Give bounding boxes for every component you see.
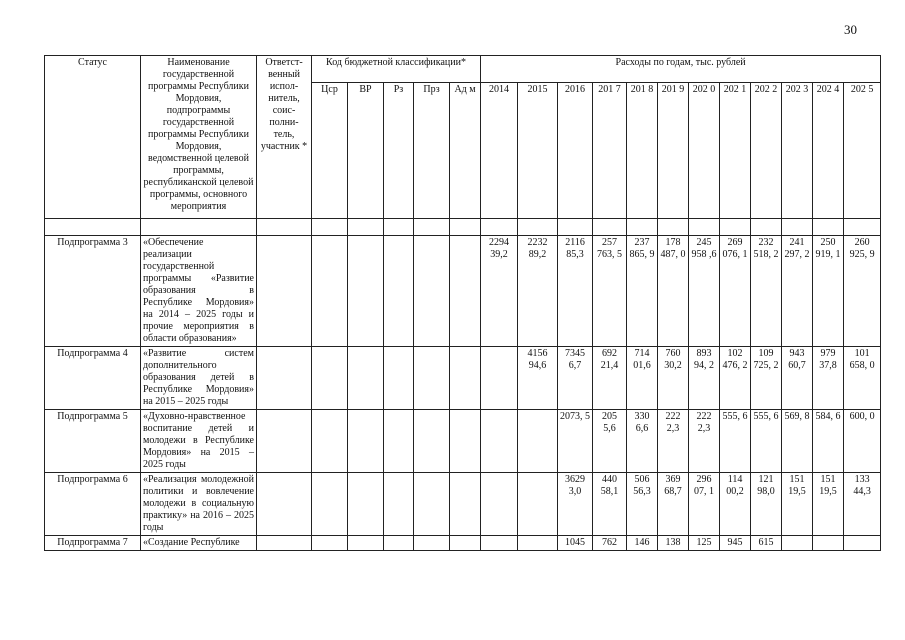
row-year-value bbox=[518, 536, 558, 551]
row-year-value: 2294 39,2 bbox=[481, 236, 518, 347]
row-year-value: 555, 6 bbox=[751, 410, 782, 473]
row-year-value: 4156 94,6 bbox=[518, 347, 558, 410]
row-year-value: 250 919, 1 bbox=[813, 236, 844, 347]
table-row bbox=[45, 347, 881, 410]
row-year-value: 615 bbox=[751, 536, 782, 551]
row-year-value: 440 58,1 bbox=[593, 473, 627, 536]
row-year-value: 222 2,3 bbox=[689, 410, 720, 473]
row-code-cell bbox=[414, 473, 450, 536]
row-year-value bbox=[844, 536, 881, 551]
row-code-cell bbox=[312, 236, 348, 347]
header-year-2023: 202 3 bbox=[782, 83, 813, 219]
row-program-name: «Обеспечение реализации государственной программы «Развитие образования в Республике Мордовия» на 2014 – 2025 годы и прочие мероприятия в области образования» bbox=[141, 236, 257, 347]
row-executor bbox=[257, 236, 312, 347]
row-code-cell bbox=[384, 236, 414, 347]
page-number: 30 bbox=[844, 22, 857, 37]
row-year-value: 138 bbox=[658, 536, 689, 551]
row-program-name: «Реализация молодежной политики и вовлечение молодежи в социальную практику» на 2016 – 2025 годы bbox=[141, 473, 257, 536]
row-year-value: 893 94, 2 bbox=[689, 347, 720, 410]
row-code-cell bbox=[414, 536, 450, 551]
header-year-2024: 202 4 bbox=[813, 83, 844, 219]
header-budget-code: Код бюджетной классификации* bbox=[312, 56, 481, 83]
row-program-name: «Развитие систем дополнительного образования детей в Республике Мордовия» на 2015 – 2025 годы bbox=[141, 347, 257, 410]
row-code-cell bbox=[348, 536, 384, 551]
table-row bbox=[45, 410, 881, 473]
row-year-value: 555, 6 bbox=[720, 410, 751, 473]
row-executor bbox=[257, 536, 312, 551]
row-year-value: 222 2,3 bbox=[658, 410, 689, 473]
row-code-cell bbox=[312, 347, 348, 410]
row-year-value: 945 bbox=[720, 536, 751, 551]
row-status: Подпрограмма 4 bbox=[45, 347, 141, 410]
row-year-value: 269 076, 1 bbox=[720, 236, 751, 347]
row-code-cell bbox=[384, 473, 414, 536]
row-year-value: 102 476, 2 bbox=[720, 347, 751, 410]
header-year-2019: 201 9 bbox=[658, 83, 689, 219]
row-year-value: 125 bbox=[689, 536, 720, 551]
row-code-cell bbox=[450, 536, 481, 551]
header-year-2014: 2014 bbox=[481, 83, 518, 219]
row-executor bbox=[257, 410, 312, 473]
row-year-value: 121 98,0 bbox=[751, 473, 782, 536]
table-row bbox=[45, 473, 881, 536]
row-code-cell bbox=[348, 410, 384, 473]
row-year-value: 330 6,6 bbox=[627, 410, 658, 473]
row-executor bbox=[257, 347, 312, 410]
row-code-cell bbox=[450, 410, 481, 473]
header-code-adm: Ад м bbox=[450, 83, 481, 219]
row-year-value: 151 19,5 bbox=[782, 473, 813, 536]
row-program-name: «Духовно-нравственное воспитание детей и молодежи в Республике Мордовия» на 2015 – 2025 годы bbox=[141, 410, 257, 473]
row-year-value bbox=[481, 473, 518, 536]
row-year-value: 151 19,5 bbox=[813, 473, 844, 536]
row-code-cell bbox=[450, 347, 481, 410]
header-code-csr: Цср bbox=[312, 83, 348, 219]
row-year-value: 101 658, 0 bbox=[844, 347, 881, 410]
row-year-value bbox=[813, 536, 844, 551]
row-year-value: 114 00,2 bbox=[720, 473, 751, 536]
header-year-2025: 202 5 bbox=[844, 83, 881, 219]
header-executor: Ответст-венный испол-нитель, соис-полни-тель, участник * bbox=[257, 56, 312, 219]
row-year-value: 232 518, 2 bbox=[751, 236, 782, 347]
row-code-cell bbox=[450, 473, 481, 536]
row-year-value: 205 5,6 bbox=[593, 410, 627, 473]
row-year-value bbox=[782, 536, 813, 551]
row-year-value: 760 30,2 bbox=[658, 347, 689, 410]
header-status: Статус bbox=[45, 56, 141, 219]
row-year-value: 584, 6 bbox=[813, 410, 844, 473]
row-status: Подпрограмма 7 bbox=[45, 536, 141, 551]
row-year-value bbox=[518, 410, 558, 473]
row-year-value: 178 487, 0 bbox=[658, 236, 689, 347]
row-code-cell bbox=[312, 473, 348, 536]
row-year-value: 714 01,6 bbox=[627, 347, 658, 410]
header-year-2018: 201 8 bbox=[627, 83, 658, 219]
row-year-value: 600, 0 bbox=[844, 410, 881, 473]
row-year-value: 7345 6,7 bbox=[558, 347, 593, 410]
row-year-value: 296 07, 1 bbox=[689, 473, 720, 536]
row-code-cell bbox=[384, 410, 414, 473]
header-year-2015: 2015 bbox=[518, 83, 558, 219]
row-status: Подпрограмма 3 bbox=[45, 236, 141, 347]
row-code-cell bbox=[384, 347, 414, 410]
row-code-cell bbox=[450, 236, 481, 347]
row-code-cell bbox=[384, 536, 414, 551]
row-year-value: 979 37,8 bbox=[813, 347, 844, 410]
row-code-cell bbox=[348, 236, 384, 347]
row-year-value bbox=[481, 347, 518, 410]
header-year-2017: 201 7 bbox=[593, 83, 627, 219]
row-year-value: 2073, 5 bbox=[558, 410, 593, 473]
header-year-2020: 202 0 bbox=[689, 83, 720, 219]
row-code-cell bbox=[312, 410, 348, 473]
row-year-value: 369 68,7 bbox=[658, 473, 689, 536]
header-year-2022: 202 2 bbox=[751, 83, 782, 219]
row-code-cell bbox=[348, 347, 384, 410]
row-year-value: 257 763, 5 bbox=[593, 236, 627, 347]
row-year-value: 3629 3,0 bbox=[558, 473, 593, 536]
row-year-value: 260 925, 9 bbox=[844, 236, 881, 347]
header-year-2016: 2016 bbox=[558, 83, 593, 219]
row-year-value: 1045 bbox=[558, 536, 593, 551]
row-status: Подпрограмма 5 bbox=[45, 410, 141, 473]
row-year-value: 241 297, 2 bbox=[782, 236, 813, 347]
header-row-top bbox=[45, 56, 881, 83]
row-code-cell bbox=[312, 536, 348, 551]
table-row bbox=[45, 236, 881, 347]
budget-table bbox=[44, 55, 881, 551]
header-expenses: Расходы по годам, тыс. рублей bbox=[481, 56, 881, 83]
row-year-value bbox=[481, 410, 518, 473]
row-year-value: 762 bbox=[593, 536, 627, 551]
row-year-value: 506 56,3 bbox=[627, 473, 658, 536]
row-code-cell bbox=[414, 236, 450, 347]
row-code-cell bbox=[414, 410, 450, 473]
row-year-value: 133 44,3 bbox=[844, 473, 881, 536]
table-body bbox=[45, 219, 881, 551]
header-code-prz: Прз bbox=[414, 83, 450, 219]
row-executor bbox=[257, 473, 312, 536]
row-program-name: «Создание Республике bbox=[141, 536, 257, 551]
row-year-value: 245 958 ,6 bbox=[689, 236, 720, 347]
header-name: Наименование государственной программы Республики Мордовия, подпрограммы государственной программы Республики Мордовия, ведомственной целевой программы, республиканской целевой программы, основного мероприятия bbox=[141, 56, 257, 219]
row-year-value: 2232 89,2 bbox=[518, 236, 558, 347]
row-year-value: 2116 85,3 bbox=[558, 236, 593, 347]
row-year-value bbox=[481, 536, 518, 551]
row-year-value bbox=[518, 473, 558, 536]
row-year-value: 146 bbox=[627, 536, 658, 551]
row-code-cell bbox=[348, 473, 384, 536]
row-code-cell bbox=[414, 347, 450, 410]
row-year-value: 237 865, 9 bbox=[627, 236, 658, 347]
header-code-rz: Рз bbox=[384, 83, 414, 219]
header-code-vr: ВР bbox=[348, 83, 384, 219]
table-row bbox=[45, 536, 881, 551]
row-status: Подпрограмма 6 bbox=[45, 473, 141, 536]
row-year-value: 109 725, 2 bbox=[751, 347, 782, 410]
row-year-value: 692 21,4 bbox=[593, 347, 627, 410]
spacer-row bbox=[45, 219, 881, 236]
row-year-value: 943 60,7 bbox=[782, 347, 813, 410]
row-year-value: 569, 8 bbox=[782, 410, 813, 473]
header-year-2021: 202 1 bbox=[720, 83, 751, 219]
